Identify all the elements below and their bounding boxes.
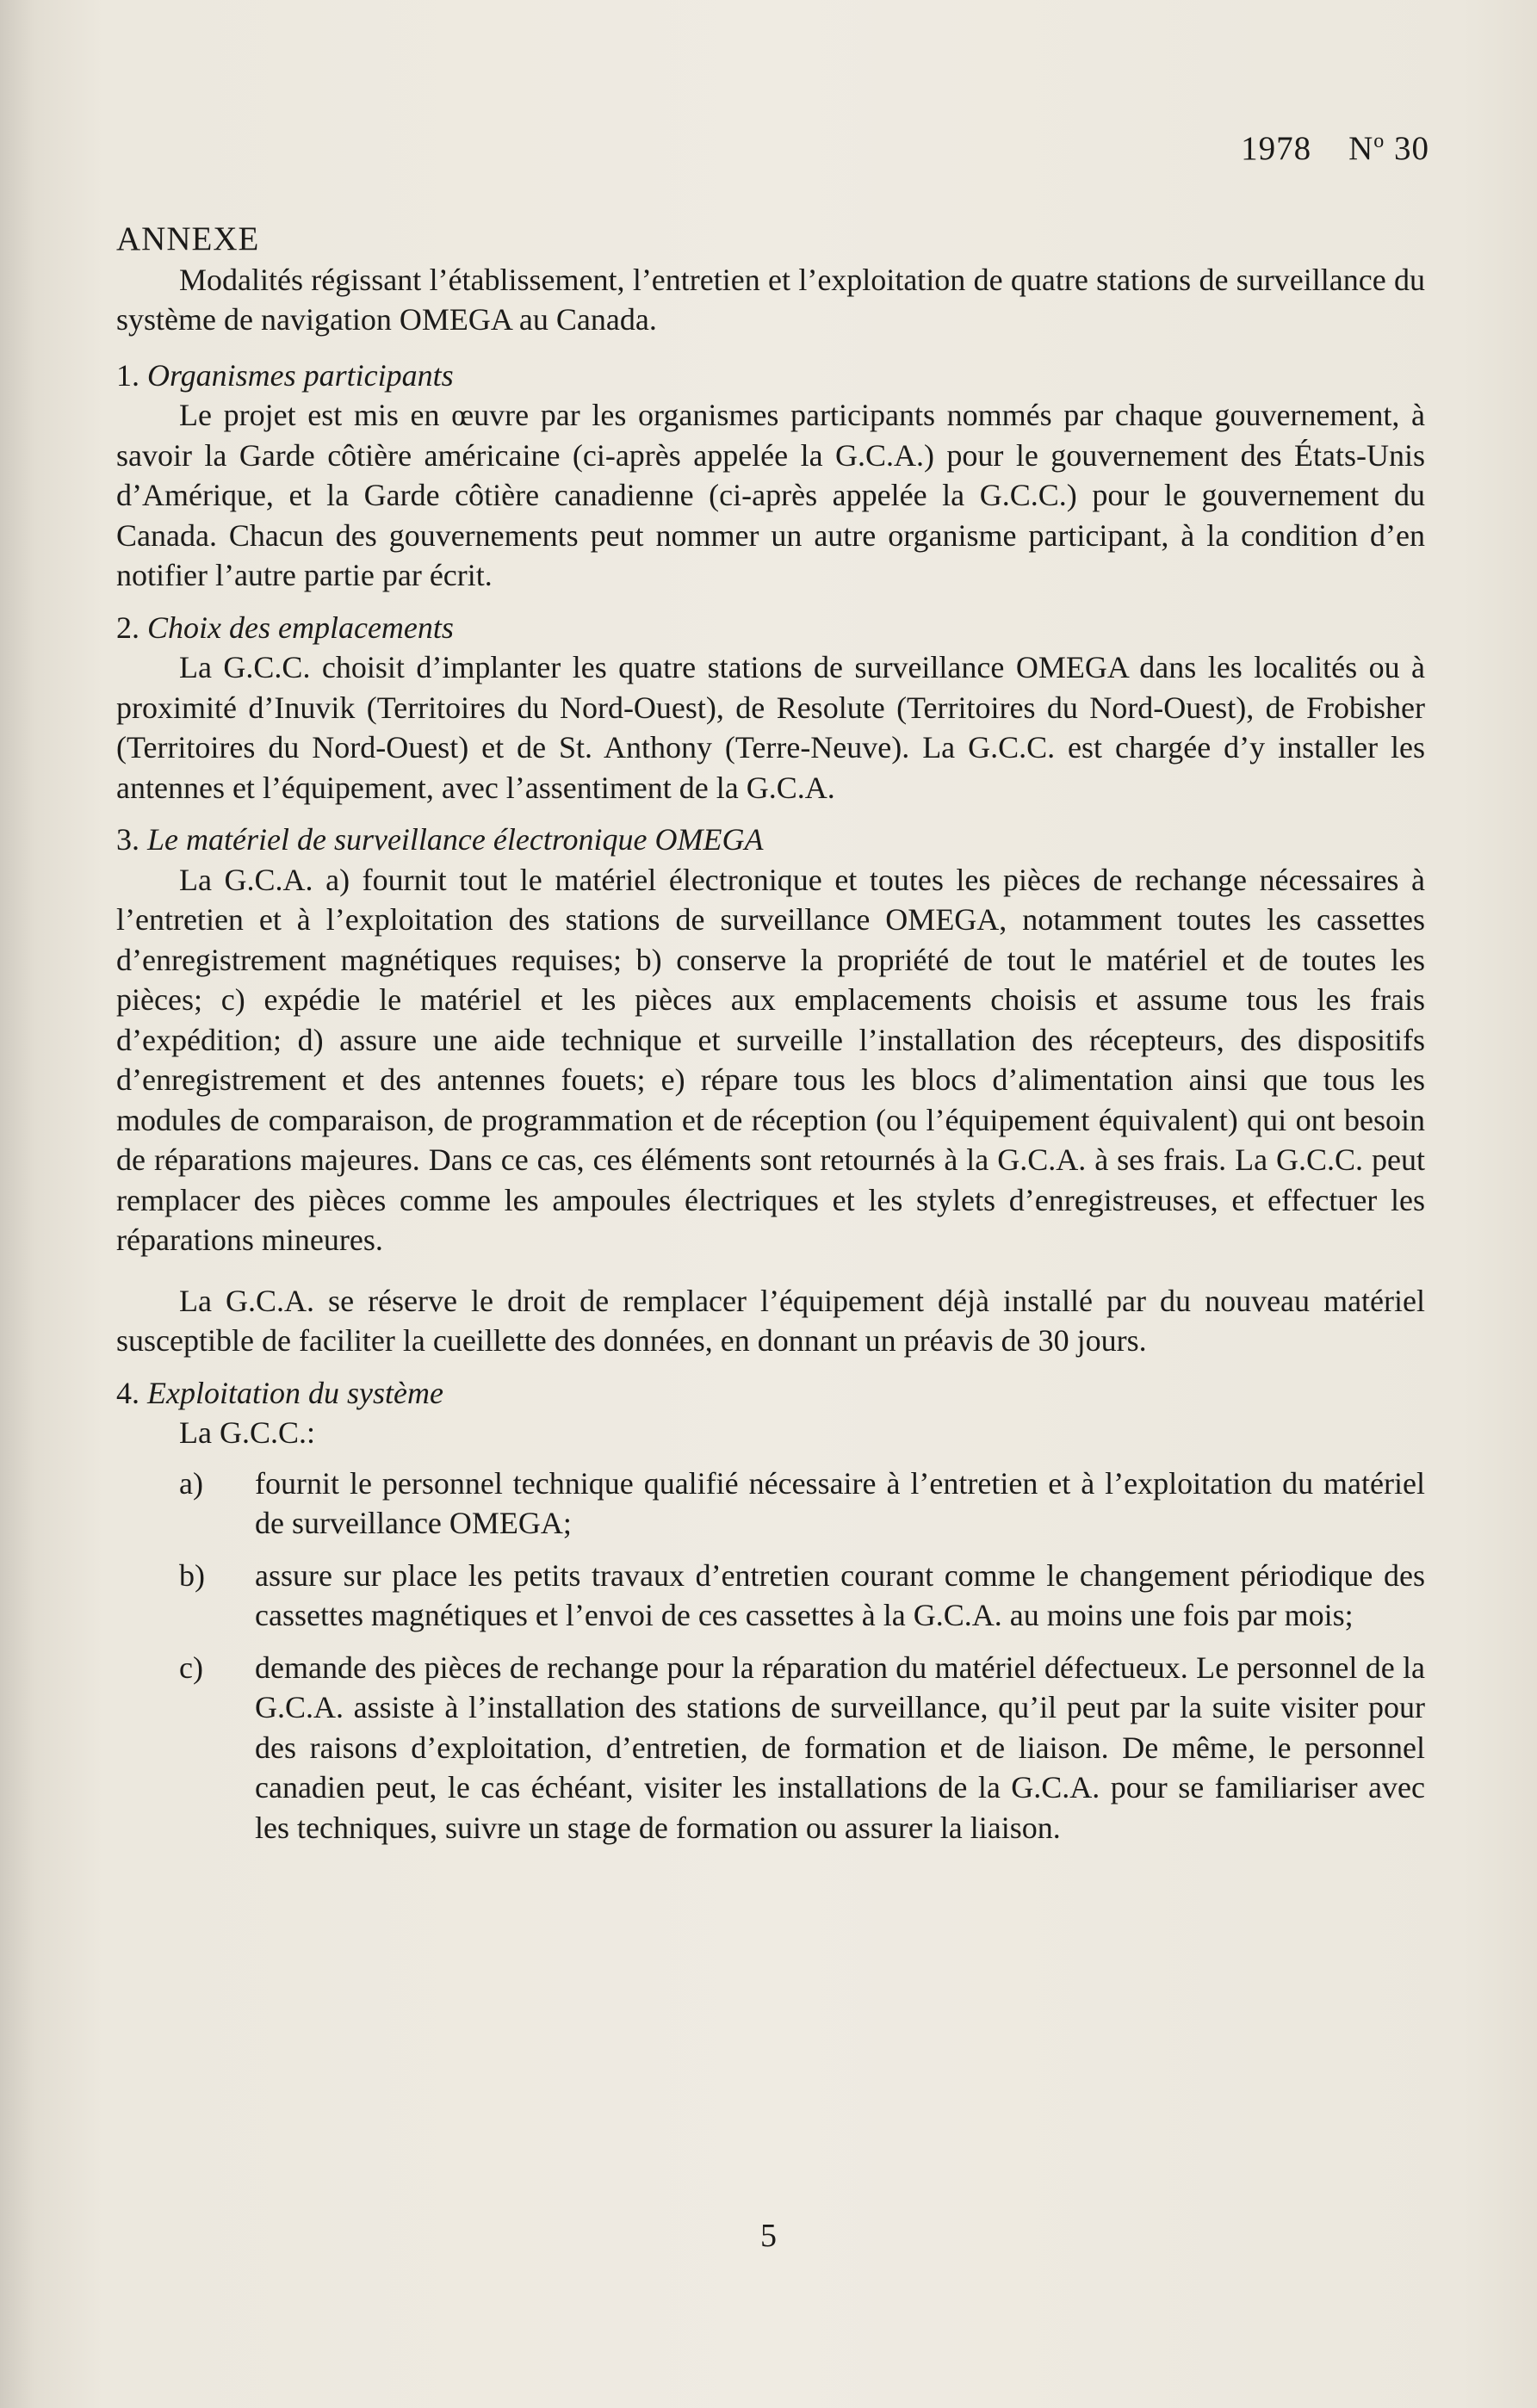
intro-paragraph: Modalités régissant l’établissement, l’entretien et l’exploitation de quatre stations de surveillance du système de navigation OMEGA au Canada. [116,262,1425,337]
section-1-heading: Organismes participants [147,357,454,393]
header-year: 1978 [1241,130,1312,167]
document-body [116,220,1425,1860]
section-4-title [116,1373,1425,1414]
section-3-paragraph-2: La G.C.A. se réserve le droit de remplacer l’équipement déjà installé par du nouveau matériel susceptible de faciliter la cueillette des données, en donnant un préavis de 30 jours. [116,1283,1425,1358]
section-1-title [116,356,1425,396]
section-2-heading: Choix des emplacements [147,610,454,645]
list-item-text: demande des pièces de rechange pour la réparation du matériel défectueux. Le personnel de la G.C.A. assiste à l’installation des stations de surveillance, qu’il peut par la suite visiter pour des raisons d’exploitation, d’entretien, de formation et de liaison. De même, le personnel canadien peut, le cas échéant, visiter les installations de la G.C.A. pour se familiariser avec les techniques, suivre un stage de formation ou assurer la liaison. [255,1650,1425,1845]
section-1-paragraph: Le projet est mis en œuvre par les organismes participants nommés par chaque gouvernement, à savoir la Garde côtière américaine (ci-après appelée la G.C.A.) pour le gouvernement des États-Unis d’Amérique, et la Garde côtière canadienne (ci-après appelée la G.C.C.) pour le gouvernement du Canada. Chacun des gouvernements peut nommer un autre organisme participant, à la condition d’en notifier l’autre partie par écrit. [116,398,1425,592]
annex-title: ANNEXE [116,220,260,257]
list-item-text: fournit le personnel technique qualifié nécessaire à l’entretien et à l’exploitation du matériel de surveillance OMEGA; [255,1465,1425,1540]
section-4-number: 4. [116,1375,139,1410]
section-3-title [116,820,1425,860]
list-item-letter: a) [179,1465,203,1501]
section-3-heading: Le matériel de surveillance électronique OMEGA [147,822,764,857]
page-number: 5 [760,2218,777,2254]
header-number: 30 [1394,130,1429,167]
list-item-text: assure sur place les petits travaux d’entretien courant comme le changement périodique des cassettes magnétiques et l’envoi de ces cassettes à la G.C.A. au moins une fois par mois; [255,1557,1425,1632]
page-header [1241,129,1429,168]
list-item-b [116,1556,1425,1636]
section-1-number: 1. [116,357,139,393]
section-4-lead: La G.C.C.: [179,1415,315,1450]
list-item-a [116,1464,1425,1544]
section-2-number: 2. [116,610,139,645]
header-no-label: N [1348,130,1374,167]
list-item-letter: c) [179,1650,203,1685]
section-3-paragraph-1: La G.C.A. a) fournit tout le matériel électronique et toutes les pièces de rechange nécessaires à l’entretien et à l’exploitation des stations de surveillance OMEGA, notamment toutes les cassettes d’enregistrement magnétiques requises; b) conserve la propriété de tout le matériel et de toutes les pièces; c) expédie le matériel et les pièces aux emplacements choisis et assume tous les frais d’expédition; d) assure une aide technique et surveille l’installation des récepteurs, des dispositifs d’enregistrement et des antennes fouets; e) répare tous les blocs d’alimentation ainsi que tous les modules de comparaison, de programmation et de réception (ou l’équipement équivalent) qui ont besoin de réparations majeures. Dans ce cas, ces éléments sont retournés à la G.C.A. à ses frais. La G.C.C. peut remplacer des pièces comme les ampoules électriques et les stylets d’enregistreuses, et effectuer les réparations mineures. [116,862,1425,1257]
section-2-paragraph: La G.C.C. choisit d’implanter les quatre stations de surveillance OMEGA dans les localités ou à proximité d’Inuvik (Territoires du Nord-Ouest), de Resolute (Territoires du Nord-Ouest), de Frobisher (Territoires du Nord-Ouest) et de St. Anthony (Terre-Neuve). La G.C.C. est chargée d’y installer les antennes et l’équipement, avec l’assentiment de la G.C.A. [116,650,1425,805]
section-3-number: 3. [116,822,139,857]
list-item-c [116,1648,1425,1848]
header-no-sup: o [1373,130,1385,152]
section-2-title [116,608,1425,648]
section-4-heading: Exploitation du système [147,1375,443,1410]
list-item-letter: b) [179,1557,205,1593]
